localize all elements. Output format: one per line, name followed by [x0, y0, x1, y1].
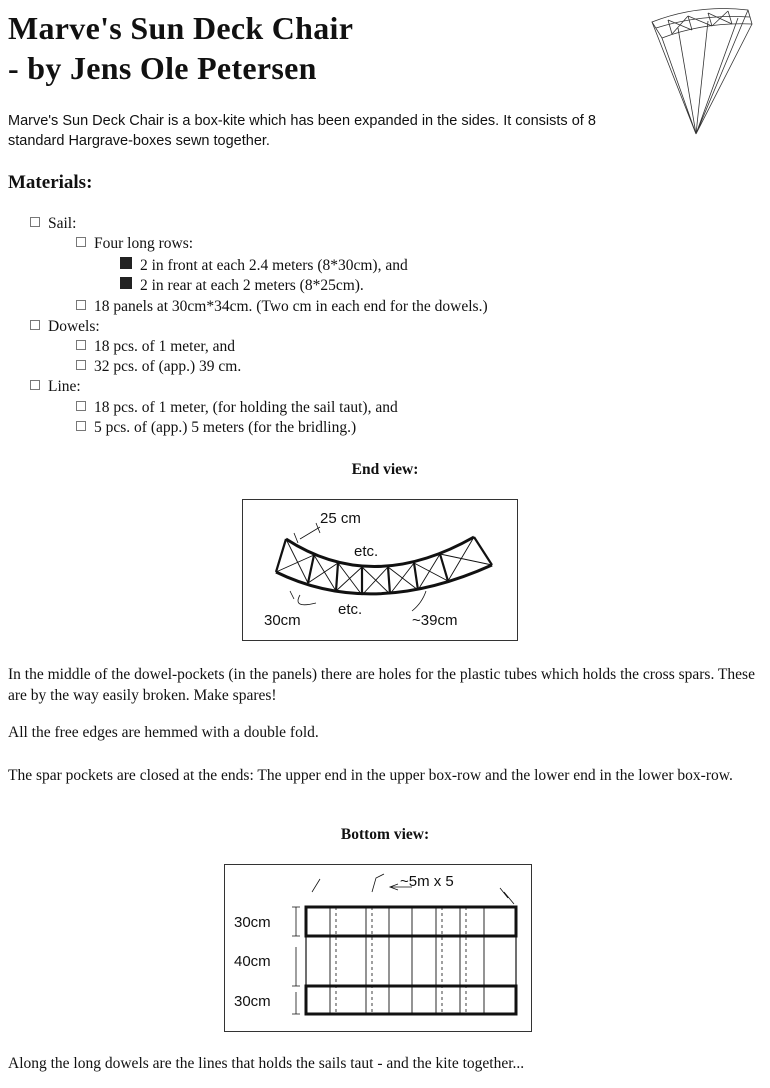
list-item-sail: Sail:: [30, 214, 76, 234]
label-etc-top: etc.: [354, 543, 379, 560]
bullet-icon: [30, 320, 40, 330]
list-item-line-1m: 18 pcs. of 1 meter, (for holding the sail taut), and: [76, 398, 398, 418]
label-etc-bottom: etc.: [338, 601, 363, 618]
bullet-icon: [30, 380, 40, 390]
label-25cm: 25 cm: [320, 510, 361, 527]
bottom-view-diagram: [224, 864, 532, 1032]
filled-bullet-icon: [120, 277, 132, 289]
list-item-dowels-1m: 18 pcs. of 1 meter, and: [76, 337, 235, 357]
label-30cm: 30cm: [264, 612, 301, 629]
label-5m: ~5m x 5: [400, 873, 454, 890]
bullet-icon: [76, 300, 86, 310]
bullet-icon: [76, 360, 86, 370]
label-30cm-top: 30cm: [234, 914, 271, 931]
label-30cm-bottom: 30cm: [234, 993, 271, 1010]
title-line-2: - by Jens Ole Petersen: [8, 50, 317, 86]
list-item-four-long-rows: Four long rows:: [76, 234, 193, 254]
page-title: [8, 8, 353, 88]
paragraph-long-dowels: Along the long dowels are the lines that holds the sails taut - and the kite together...: [8, 1055, 525, 1072]
list-item-line-5m: 5 pcs. of (app.) 5 meters (for the bridling.): [76, 418, 356, 438]
paragraph-spar-pockets: The spar pockets are closed at the ends: The upper end in the upper box-row and the lower end in the lower box-row.: [8, 767, 733, 784]
paragraph-hemmed: All the free edges are hemmed with a double fold.: [8, 724, 319, 741]
list-item-panels: 18 panels at 30cm*34cm. (Two cm in each end for the dowels.): [76, 297, 488, 317]
end-view-caption: End view:: [351, 461, 419, 478]
bullet-icon: [76, 340, 86, 350]
bullet-icon: [76, 237, 86, 247]
paragraph-holes: In the middle of the dowel-pockets (in the panels) there are holes for the plastic tubes which holds the cross spars. These are by the way easily broken. Make spares!: [8, 666, 755, 704]
materials-heading: Materials:: [8, 172, 93, 193]
bullet-icon: [76, 421, 86, 431]
list-item-dowels: Dowels:: [30, 317, 100, 337]
label-39cm: ~39cm: [412, 612, 458, 629]
bullet-icon: [30, 217, 40, 227]
list-item-dowels-39cm: 32 pcs. of (app.) 39 cm.: [76, 357, 241, 377]
bottom-view-caption: Bottom view:: [340, 826, 430, 843]
intro-paragraph: Marve's Sun Deck Chair is a box-kite which has been expanded in the sides. It consists of 8 standard Hargrave-boxes sewn together.: [8, 113, 596, 149]
list-item-rear-rows: 2 in rear at each 2 meters (8*25cm).: [120, 276, 364, 296]
end-view-diagram: [242, 499, 518, 641]
title-line-1: Marve's Sun Deck Chair: [8, 10, 354, 46]
list-item-line: Line:: [30, 377, 81, 397]
kite-sketch-image: [648, 8, 760, 136]
filled-bullet-icon: [120, 257, 132, 269]
list-item-front-rows: 2 in front at each 2.4 meters (8*30cm), and: [120, 256, 408, 276]
bullet-icon: [76, 401, 86, 411]
label-40cm: 40cm: [234, 953, 271, 970]
